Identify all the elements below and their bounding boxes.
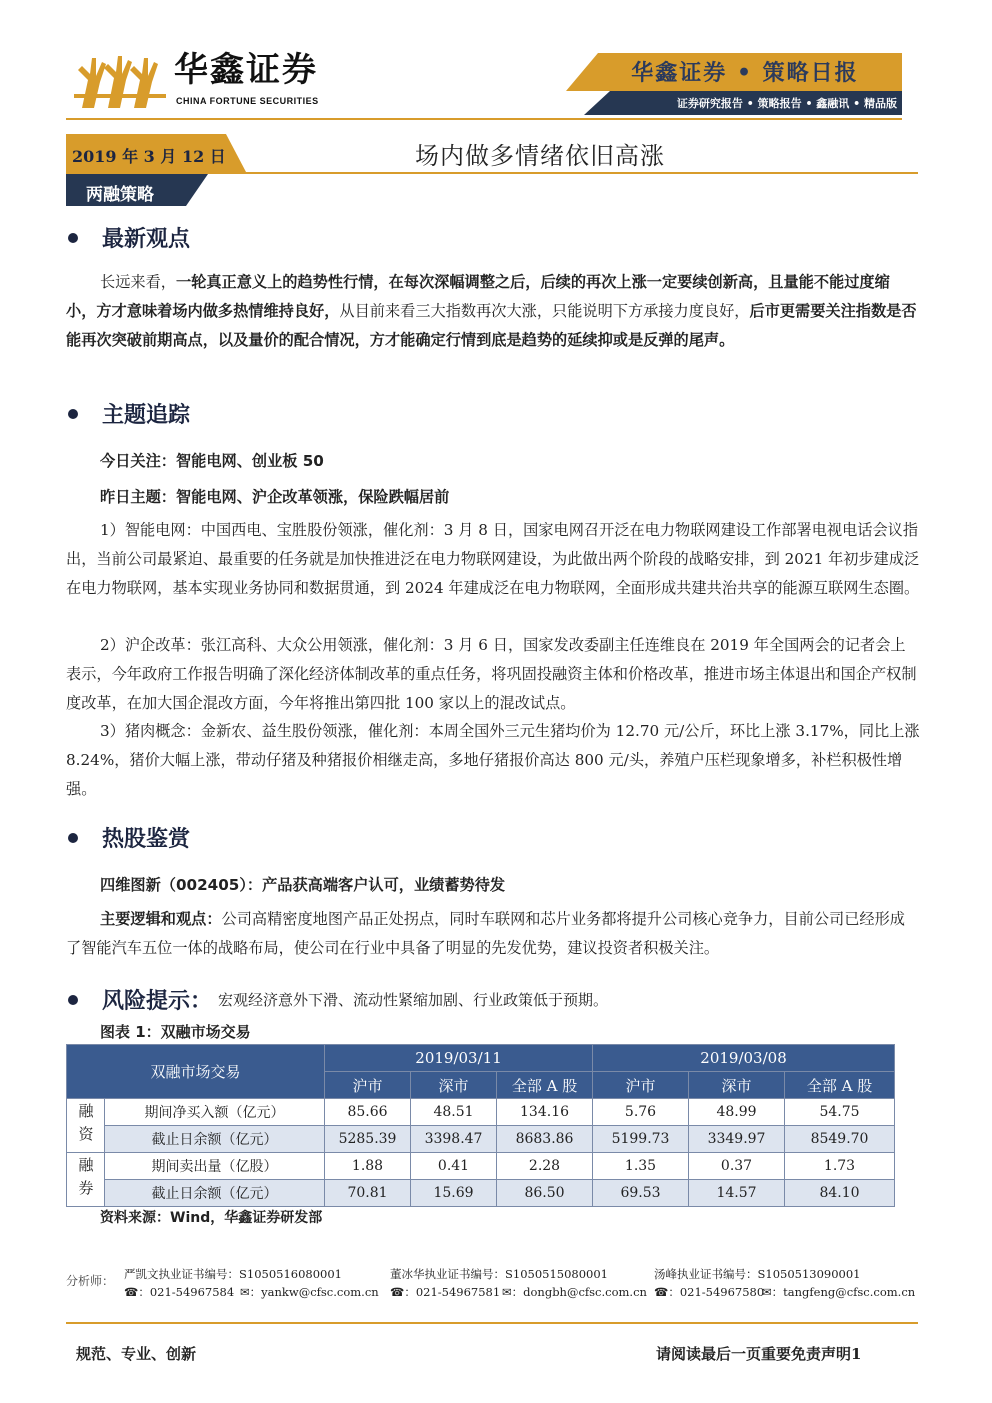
today-focus: 今日关注：智能电网、创业板 50 [100,452,324,470]
column-header: 深市 [689,1072,785,1099]
column-header: 深市 [411,1072,497,1099]
bullet-icon [68,995,78,1005]
table-cell: 8549.70 [785,1126,895,1153]
tagline: 证券研究报告 • 策略报告 • 鑫融讯 • 精品版 [676,97,897,110]
analyst-email[interactable]: ✉：yankw@cfsc.com.cn [240,1285,379,1299]
risk-text: 宏观经济意外下滑、流动性紧缩加剧、行业政策低于预期。 [218,991,609,1009]
table-cell: 0.37 [689,1153,785,1180]
row-label: 期间卖出量（亿股） [105,1153,325,1180]
view-text: 长远来看， [100,273,176,291]
logic-text: 公司高精密度地图产品正处拐点，同时车联网和芯片业务都将提升公司核心竞争力，目前公司已经形成了智能汽车五位一体的战略布局，使公司在行业中具备了明显的先发优势，建议投资者积极关注。 [66,910,905,957]
analyst-phone: ☎：021-54967584 [124,1285,235,1299]
table-cell: 5.76 [593,1099,689,1126]
group-label: 融券 [67,1153,105,1207]
page-title: 场内做多情绪依旧高涨 [415,142,665,170]
view-emphasis: 一轮真正意义上的趋势性行情，在每次深幅调整之后，后续的再次上涨一定要续创新高，且量能不能过度缩小，方才意味着场内做多热情维持良好， [66,273,890,320]
section-title: 风险提示： [102,989,213,1014]
disclaimer-text: 请阅读最后一页重要免责声明 [656,1345,852,1363]
table-cell: 1.35 [593,1153,689,1180]
table-cell: 54.75 [785,1099,895,1126]
header-divider [66,118,902,120]
report-date: 2019 年 3 月 12 日 [72,147,226,166]
footer-disclaimer [656,1343,861,1364]
section-risk-heading [66,984,608,1015]
bullet-icon [68,833,78,843]
section-view-heading [66,222,190,253]
column-header: 沪市 [325,1072,411,1099]
brand-english: CHINA FORTUNE SECURITIES [176,96,319,106]
section-title: 最新观点 [102,227,191,252]
view-emphasis: 后市更需要关注指数是否能再次突破前期高点，以及量价的配合情况，方才能确定行情到底是趋势的延续抑或是反弹的尾声。 [66,302,917,349]
table-cell: 2.28 [497,1153,593,1180]
analyst-cert: 董冰华执业证书编号：S1050515080001 [390,1267,608,1281]
title-divider [66,172,918,174]
analyst-cert: 严凯文执业证书编号：S1050516080001 [124,1267,342,1281]
view-text: 从目前来看三大指数再次大涨，只能说明下方承接力度良好， [339,302,750,320]
view-paragraph [66,268,920,355]
bullet-icon [68,409,78,419]
row-label: 截止日余额（亿元） [105,1180,325,1207]
table-cell: 1.88 [325,1153,411,1180]
table-cell: 5199.73 [593,1126,689,1153]
analyst-label: 分析师： [66,1274,115,1288]
table-cell: 15.69 [411,1180,497,1207]
theme-paragraph-3: 3）猪肉概念：金新农、益生股份领涨，催化剂：本周全国外三元生猪均价为 12.70 元/公斤，环比上涨 3.17%，同比上涨 8.24%，猪价大幅上涨，带动仔猪及种猪报价相继走高，多地仔猪报价高达 800 元/头，养殖户压栏现象增多，补栏积极性增强。 [66,722,920,798]
footer-motto: 规范、专业、创新 [76,1345,197,1363]
section-title: 主题追踪 [102,403,191,428]
analyst-cert: 汤峰执业证书编号：S1050513090001 [654,1267,861,1281]
table-cell: 69.53 [593,1180,689,1207]
column-header: 全部 A 股 [497,1072,593,1099]
margin-trading-table [66,1044,895,1207]
section-hot-heading [66,822,190,853]
table-cell: 134.16 [497,1099,593,1126]
table-caption: 图表 1：双融市场交易 [100,1023,251,1041]
theme-paragraph-2: 2）沪企改革：张江高科、大众公用领涨，催化剂：3 月 6 日，国家发改委副主任连维良在 2019 年全国两会的记者会上表示，今年政府工作报告明确了深化经济体制改革的重点任务，将巩固投融资主体和价格改革，推进市场主体退出和国企产权制度改革，在加大国企混改方面，今年将推出第四批 100 家以上的混改试点。 [66,636,917,712]
table-row [67,1153,895,1180]
table-cell: 8683.86 [497,1126,593,1153]
table-cell: 48.99 [689,1099,785,1126]
section-theme-heading [66,398,190,429]
table-cell: 3349.97 [689,1126,785,1153]
table-cell: 85.66 [325,1099,411,1126]
table-cell: 84.10 [785,1180,895,1207]
logic-label: 主要逻辑和观点： [100,910,222,928]
table-row [67,1099,895,1126]
table-row [67,1126,895,1153]
row-label: 截止日余额（亿元） [105,1126,325,1153]
date-header: 2019/03/11 [325,1045,593,1072]
hot-paragraph [66,905,920,963]
analyst-phone: ☎：021-54967580 [654,1285,765,1299]
hands-logo-icon [74,50,166,110]
page-number: 1 [851,1345,862,1363]
table-cell: 14.57 [689,1180,785,1207]
table-cell: 70.81 [325,1180,411,1207]
theme-paragraph-1: 1）智能电网：中国西电、宝胜股份领涨，催化剂：3 月 8 日，国家电网召开泛在电力物联网建设工作部署电视电话会议指出，当前公司最紧迫、最重要的任务就是加快推进泛在电力物联网建设，为此做出两个阶段的战略安排，到 2021 年初步建成泛在电力物联网，基本实现业务协同和数据贯通，到 2024 年建成泛在电力物联网，全面形成共建共治共享的能源互联网生态圈。 [66,521,920,597]
analyst-phone: ☎：021-54967581 [390,1285,501,1299]
table-cell: 1.73 [785,1153,895,1180]
column-header: 沪市 [593,1072,689,1099]
analyst-email[interactable]: ✉：dongbh@cfsc.com.cn [502,1285,647,1299]
footer-divider [66,1322,918,1324]
report-name: 华鑫证券 • 策略日报 [631,60,859,86]
bullet-icon [68,233,78,243]
brand-name: 华鑫证券 [174,50,318,90]
row-label: 期间净买入额（亿元） [105,1099,325,1126]
table-cell: 48.51 [411,1099,497,1126]
analyst-email[interactable]: ✉：tangfeng@cfsc.com.cn [762,1285,916,1299]
table-corner-header: 双融市场交易 [67,1045,325,1099]
table-cell: 0.41 [411,1153,497,1180]
date-header: 2019/03/08 [593,1045,895,1072]
category-label: 两融策略 [86,185,154,205]
section-title: 热股鉴赏 [102,827,191,852]
table-cell: 3398.47 [411,1126,497,1153]
table-source: 资料来源：Wind，华鑫证券研发部 [100,1210,323,1226]
yesterday-theme: 昨日主题：智能电网、沪企改革领涨，保险跌幅居前 [100,488,450,506]
table-cell: 5285.39 [325,1126,411,1153]
table-row [67,1180,895,1207]
group-label: 融资 [67,1099,105,1153]
column-header: 全部 A 股 [785,1072,895,1099]
hot-stock-title: 四维图新（002405）：产品获高端客户认可，业绩蓄势待发 [100,876,506,894]
table-cell: 86.50 [497,1180,593,1207]
